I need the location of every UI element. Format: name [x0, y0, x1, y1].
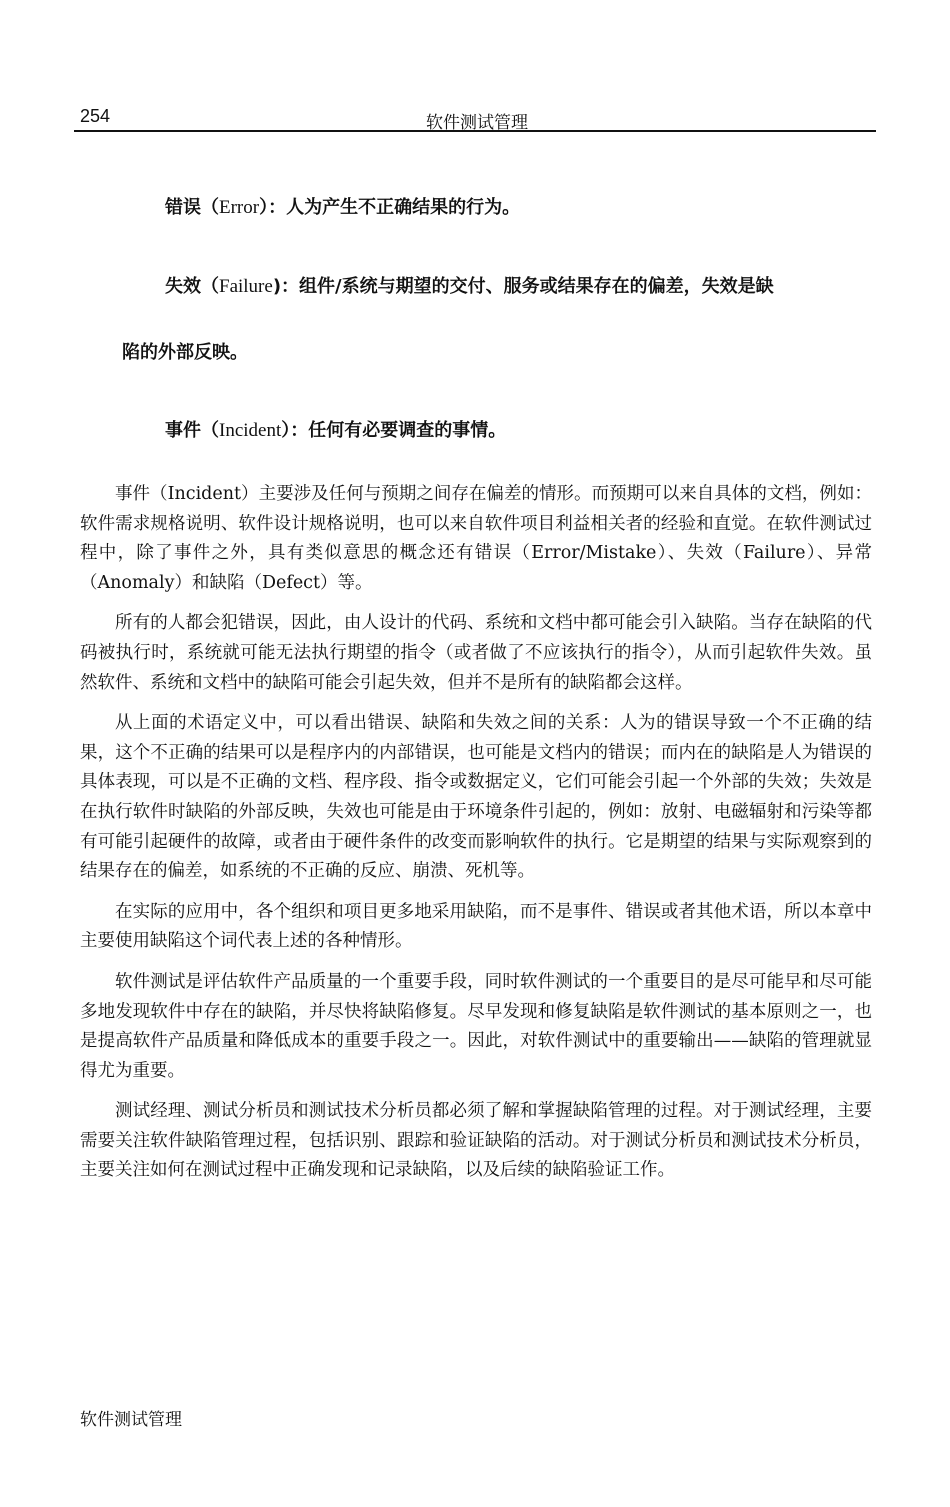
page-header — [78, 106, 876, 132]
definition-incident-term: 事件（ — [165, 420, 219, 441]
page-footer: 软件测试管理 — [80, 1410, 182, 1430]
paragraph: 在实际的应用中，各个组织和项目更多地采用缺陷，而不是事件、错误或者其他术语，所以本章中主要使用缺陷这个词代表上述的各种情形。 — [80, 901, 872, 952]
definition-error — [165, 195, 520, 221]
definition-failure-english: Failure — [219, 276, 273, 297]
paragraph: 事件（Incident）主要涉及任何与预期之间存在偏差的情形。而预期可以来自具体的文档，例如：软件需求规格说明、软件设计规格说明，也可以来自软件项目利益相关者的经验和直觉。在软件测试过程中，除了事件之外，具有类似意思的概念还有错误（Error/Mistake）、失效（Failure）、异常（Anomaly）和缺陷（Defect）等。 — [80, 484, 872, 593]
page-number: 254 — [80, 106, 111, 126]
definition-error-term: 错误（ — [165, 197, 219, 218]
definition-incident — [165, 418, 506, 444]
paragraph: 测试经理、测试分析员和测试技术分析员都必须了解和掌握缺陷管理的过程。对于测试经理，主要需要关注软件缺陷管理过程，包括识别、跟踪和验证缺陷的活动。对于测试分析员和测试技术分析员，主要关注如何在测试过程中正确发现和记录缺陷，以及后续的缺陷验证工作。 — [80, 1101, 872, 1181]
body-text — [80, 480, 872, 1197]
definition-incident-english: Incident — [219, 420, 282, 441]
paragraph: 软件测试是评估软件产品质量的一个重要手段，同时软件测试的一个重要目的是尽可能早和尽可能多地发现软件中存在的缺陷，并尽快将缺陷修复。尽早发现和修复缺陷是软件测试的基本原则之一，也是提高软件产品质量和降低成本的重要手段之一。因此，对软件测试中的重要输出——缺陷的管理就显得尤为重要。 — [80, 971, 872, 1081]
definition-failure-term: 失效（ — [165, 276, 219, 297]
definition-error-text: ）：人为产生不正确结果的行为。 — [259, 197, 521, 218]
definition-failure-continuation: 陷的外部反映。 — [122, 342, 248, 363]
definition-incident-text: ）：任何有必要调查的事情。 — [281, 420, 507, 441]
paragraph: 所有的人都会犯错误，因此，由人设计的代码、系统和文档中都可能会引入缺陷。当存在缺陷的代码被执行时，系统就可能无法执行期望的指令（或者做了不应该执行的指令），从而引起软件失效。虽然软件、系统和文档中的缺陷可能会引起失效，但并不是所有的缺陷都会这样。 — [80, 613, 872, 693]
paragraph: 从上面的术语定义中，可以看出错误、缺陷和失效之间的关系：人为的错误导致一个不正确的结果，这个不正确的结果可以是程序内的内部错误，也可能是文档内的错误；而内在的缺陷是人为错误的具体表现，可以是不正确的文档、程序段、指令或数据定义，它们可能会引起一个外部的失效；失效是在执行软件时缺陷的外部反映，失效也可能是由于环境条件引起的，例如：放射、电磁辐射和污染等都有可能引起硬件的故障，或者由于硬件条件的改变而影响软件的执行。它是期望的结果与实际观察到的结果存在的偏差，如系统的不正确的反应、崩溃、死机等。 — [80, 713, 872, 882]
running-title: 软件测试管理 — [426, 113, 528, 133]
definition-error-english: Error — [219, 197, 260, 218]
header-rule — [74, 130, 876, 132]
definition-failure-text: )：组件/系统与期望的交付、服务或结果存在的偏差，失效是缺 — [272, 276, 774, 297]
definition-failure — [165, 274, 774, 300]
